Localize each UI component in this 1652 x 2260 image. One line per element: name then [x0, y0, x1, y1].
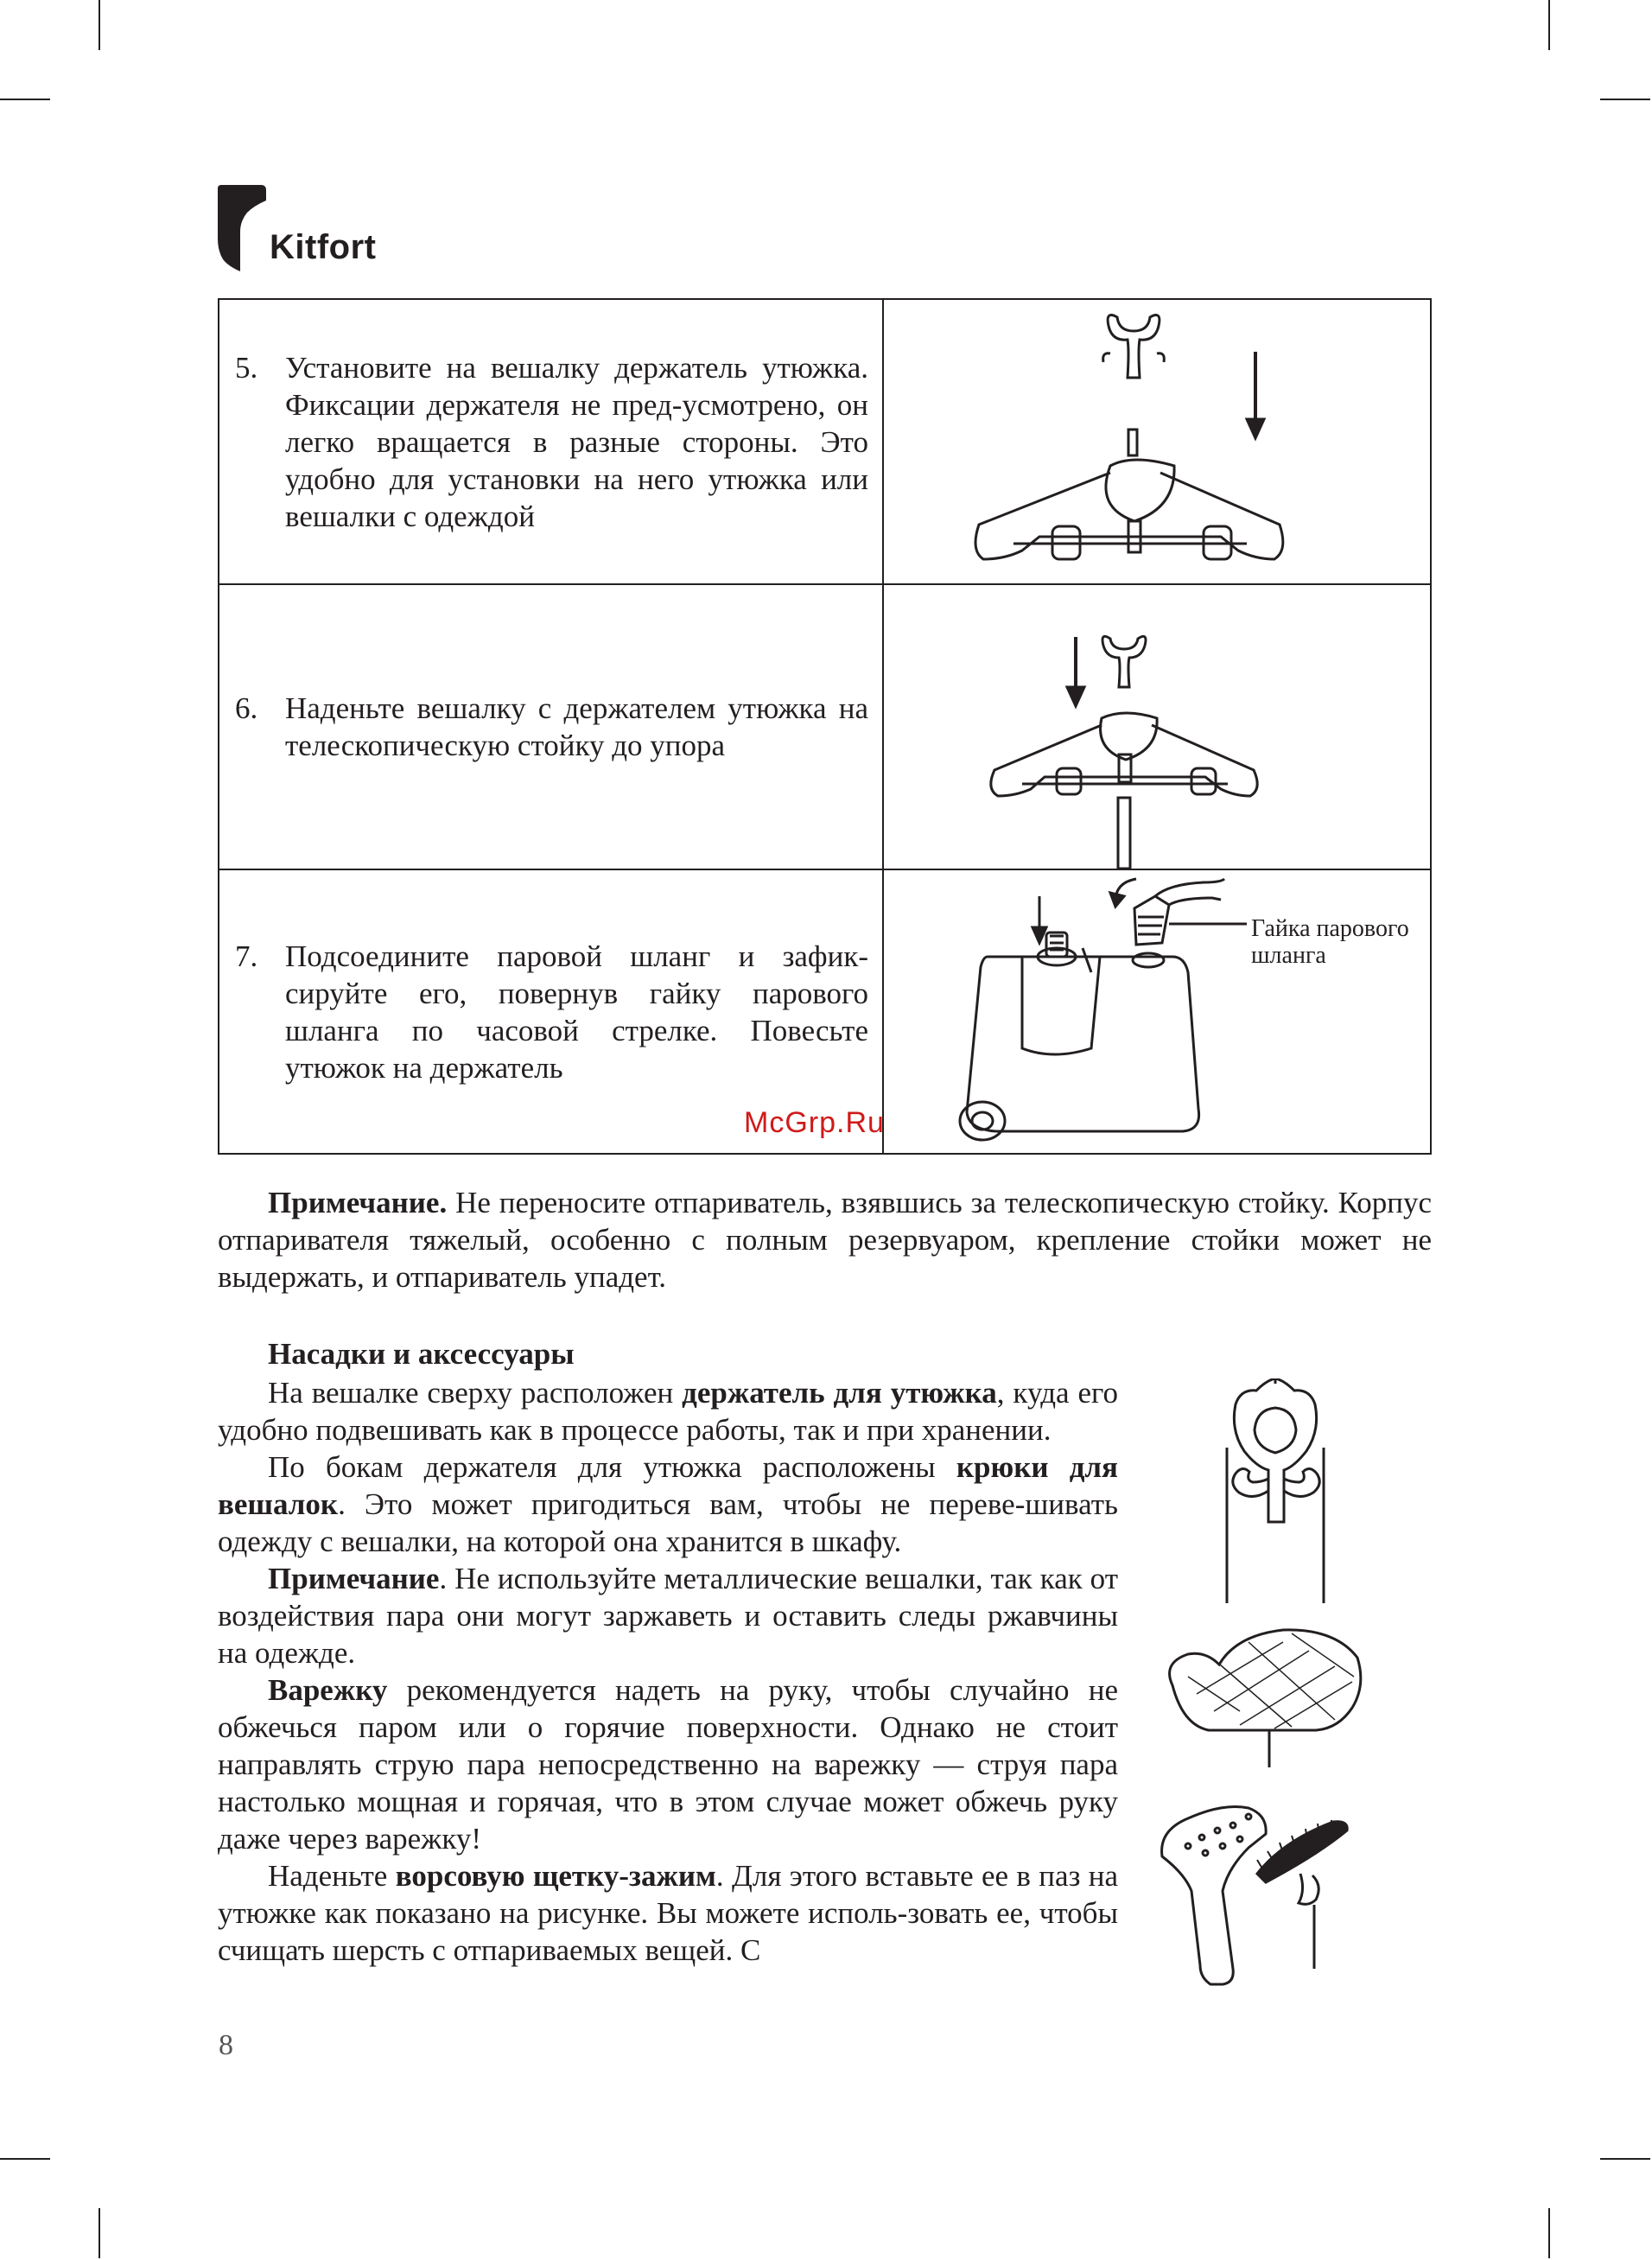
- step-number: 5.: [235, 350, 258, 385]
- watermark: McGrp.Ru: [744, 1106, 885, 1139]
- brush-clip-illustration: [1153, 1796, 1378, 1995]
- hose-nut-callout: Гайка парового шланга: [1251, 915, 1409, 969]
- step-number: 7.: [235, 939, 258, 973]
- section-heading: Насадки и аксессуары: [268, 1337, 575, 1371]
- step-number: 6.: [235, 691, 258, 725]
- accessories-text: [218, 1374, 1118, 1969]
- hose-connection-illustration: [884, 870, 1430, 1153]
- crop-mark: [0, 2158, 50, 2160]
- crop-mark: [1600, 2158, 1650, 2160]
- crop-mark: [1600, 99, 1650, 100]
- assembly-steps-table: [218, 298, 1432, 1155]
- note-paragraph: [218, 1184, 1432, 1296]
- brand-logo: [218, 185, 391, 271]
- step-6: [219, 690, 882, 764]
- mitten-illustration: [1162, 1625, 1369, 1772]
- crop-mark: [1548, 2208, 1550, 2258]
- crop-mark: [98, 0, 100, 50]
- crop-mark: [98, 2208, 100, 2258]
- hanger-holder-illustration: [884, 300, 1430, 583]
- step-text: Установите на вешалку держатель утюжка. Фиксации держателя не пред-усмотрено, он легко вращается в разные стороны. Это удобно для установки на него утюжка или вешалки с одеждой: [285, 350, 868, 533]
- note-text: Не переносите отпариватель, взявшись за телескопическую стойку. Корпус отпаривателя тяжелый, особенно с полным резервуаром, крепление стойки может не выдержать, и отпариватель упадет.: [218, 1186, 1432, 1294]
- paragraph: Примечание. Не используйте металлические вешалки, так как от воздействия пара они могут заржаветь и оставить следы ржавчины на одежде.: [218, 1562, 1118, 1670]
- table-row: [219, 299, 1431, 584]
- crop-mark: [1548, 0, 1550, 50]
- brand-name: Kitfort: [270, 228, 377, 266]
- step-text: Наденьте вешалку с держателем утюжка на телескопическую стойку до упора: [285, 691, 868, 762]
- step-7: [219, 938, 882, 1086]
- iron-holder-illustration: [1192, 1378, 1365, 1603]
- step-text: Подсоедините паровой шланг и зафик-сируйте его, повернув гайку парового шланга по часовой стрелке. Повесьте утюжок на держатель: [285, 939, 868, 1085]
- table-row: [219, 584, 1431, 869]
- crop-mark: [0, 99, 50, 100]
- page-number: 8: [219, 2029, 233, 2061]
- paragraph: Варежку рекомендуется надеть на руку, чтобы случайно не обжечься паром или о горячие поверхности. Однако не стоит направлять струю пара непосредственно на варежку — струя пара настолько мощная и горячая, что в этом случае может обжечь руку даже через варежку!: [218, 1673, 1118, 1856]
- note-label: Примечание.: [268, 1186, 448, 1219]
- hanger-on-stand-illustration: [884, 585, 1430, 869]
- paragraph: Наденьте ворсовую щетку-зажим. Для этого вставьте ее в паз на утюжке как показано на рисунке. Вы можете исполь-зовать ее, чтобы счищать шерсть с отпариваемых вещей. С: [218, 1859, 1119, 1967]
- step-5: [219, 349, 882, 535]
- paragraph: По бокам держателя для утюжка расположены крюки для вешалок. Это может пригодиться вам, чтобы не переве-шивать одежду с вешалки, на которой она хранится в шкафу.: [218, 1450, 1118, 1558]
- paragraph: На вешалке сверху расположен держатель для утюжка, куда его удобно подвешивать как в процессе работы, так и при хранении.: [218, 1376, 1118, 1447]
